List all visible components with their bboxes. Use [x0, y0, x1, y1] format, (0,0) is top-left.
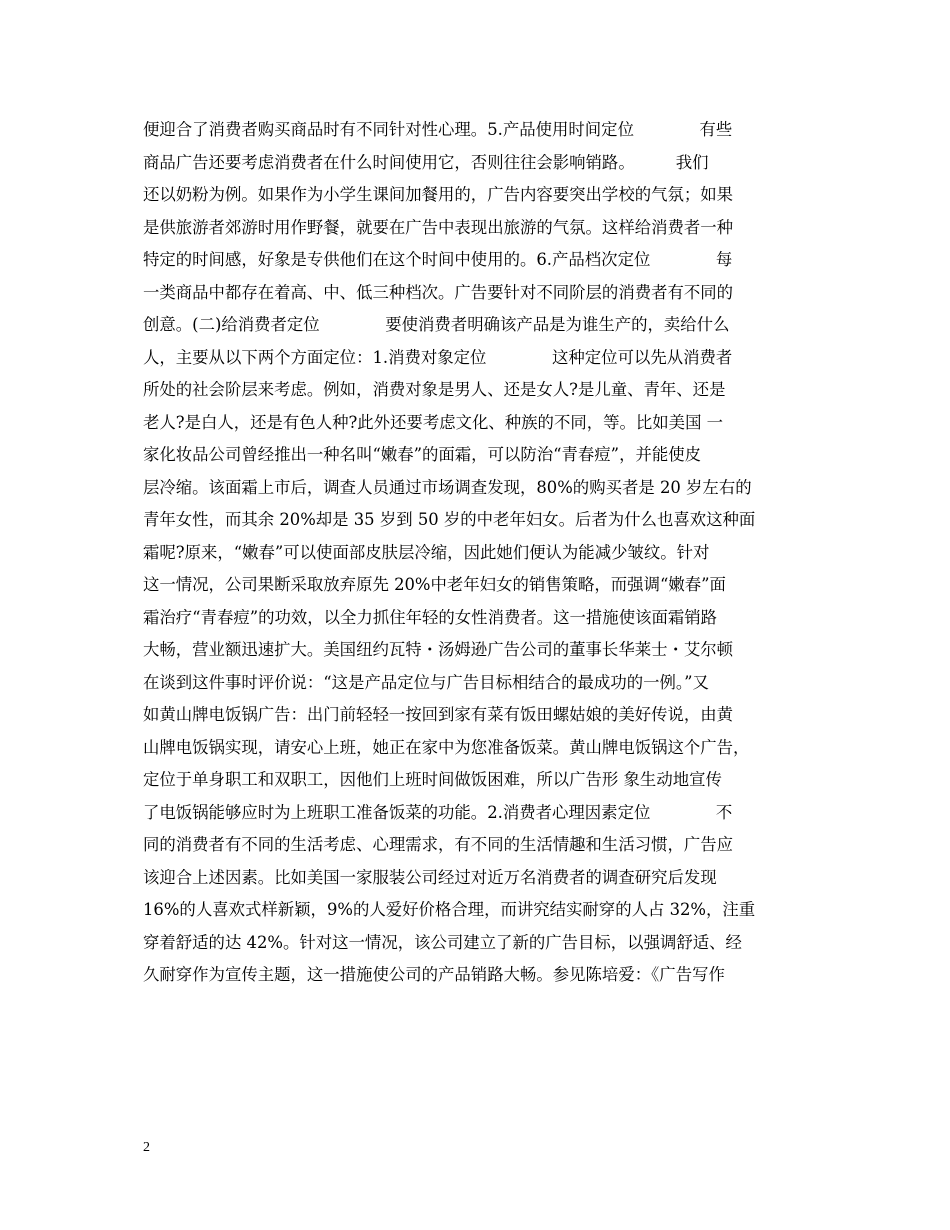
text-line: 一类商品中都存在着高、中、低三种档次。广告要针对不同阶层的消费者有不同的 — [143, 282, 734, 302]
body-text — [143, 114, 823, 992]
text-line: 人，主要从以下两个方面定位：1.消费对象定位 这种定位可以先从消费者 — [143, 347, 733, 367]
text-line: 霜治疗“青春痘”的功效，以全力抓住年轻的女性消费者。这一措施使该面霜销路 — [143, 607, 718, 627]
text-line: 便迎合了消费者购买商品时有不同针对性心理。5.产品使用时间定位 有些 — [143, 120, 733, 139]
text-line: 青年女性，而其余 20%却是 35 岁到 50 岁的中老年妇女。后者为什么也喜欢这种面 — [143, 510, 756, 529]
text-line: 商品广告还要考虑消费者在什么时间使用它，否则往往会影响销路。 我们 — [143, 152, 709, 172]
text-line: 大畅，营业额迅速扩大。美国纽约瓦特・汤姆逊广告公司的董事长华莱士・艾尔顿 — [143, 640, 734, 659]
text-line: 这一情况，公司果断采取放弃原先 20%中老年妇女的销售策略，而强调“嫩春”面 — [143, 575, 726, 594]
text-line: 如黄山牌电饭锅广告：出门前轻轻一按回到家有菜有饭田螺姑娘的美好传说，由黄 — [143, 705, 734, 724]
text-line: 在谈到这件事时评价说：“这是产品定位与广告目标相结合的最成功的一例。”又 — [143, 672, 709, 692]
text-line: 还以奶粉为例。如果作为小学生课间加餐用的，广告内容要突出学校的气氛；如果 — [143, 185, 734, 204]
text-line: 创意。(二)给消费者定位 要使消费者明确该产品是为谁生产的，卖给什么 — [143, 315, 730, 334]
text-line: 所处的社会阶层来考虑。例如，消费对象是男人、还是女人?是儿童、青年、还是 — [143, 380, 726, 399]
text-line: 霜呢?原来，“嫩春”可以使面部皮肤层冷缩，因此她们便认为能减少皱纹。针对 — [143, 542, 710, 562]
text-line: 16%的人喜欢式样新颖，9%的人爱好价格合理，而讲究结实耐穿的人占 32%，注重 — [143, 900, 756, 919]
text-line: 久耐穿作为宣传主题，这一措施使公司的产品销路大畅。参见陈培爱：《广告写作 — [143, 965, 725, 984]
text-line: 特定的时间感，好象是专供他们在这个时间中使用的。6.产品档次定位 每 — [143, 250, 733, 269]
text-line: 了电饭锅能够应时为上班职工准备饭菜的功能。2.消费者心理因素定位 不 — [143, 802, 733, 822]
text-line: 同的消费者有不同的生活考虑、心理需求，有不同的生活情趣和生活习惯，广告应 — [143, 835, 734, 854]
text-line: 家化妆品公司曾经推出一种名叫“嫩春”的面霜，可以防治“青春痘”，并能使皮 — [143, 445, 702, 464]
text-line: 老人?是白人，还是有色人种?此外还要考虑文化、种族的不同，等。比如美国 一 — [143, 412, 724, 432]
text-line: 是供旅游者郊游时用作野餐，就要在广告中表现出旅游的气氛。这样给消费者一种 — [143, 217, 734, 237]
text-line: 山牌电饭锅实现，请安心上班，她正在家中为您准备饭菜。黄山牌电饭锅这个广告， — [143, 737, 750, 757]
page-number: 2 — [143, 1140, 150, 1155]
text-line: 层冷缩。该面霜上市后，调查人员通过市场调查发现，80%的购买者是 20 岁左右的 — [143, 477, 752, 497]
text-line: 定位于单身职工和双职工，因他们上班时间做饭困难，所以广告形 象生动地宣传 — [143, 770, 722, 789]
text-line: 穿着舒适的达 42%。针对这一情况，该公司建立了新的广告目标，以强调舒适、经 — [143, 932, 742, 952]
text-line: 该迎合上述因素。比如美国一家服装公司经过对近万名消费者的调查研究后发现 — [143, 867, 717, 887]
